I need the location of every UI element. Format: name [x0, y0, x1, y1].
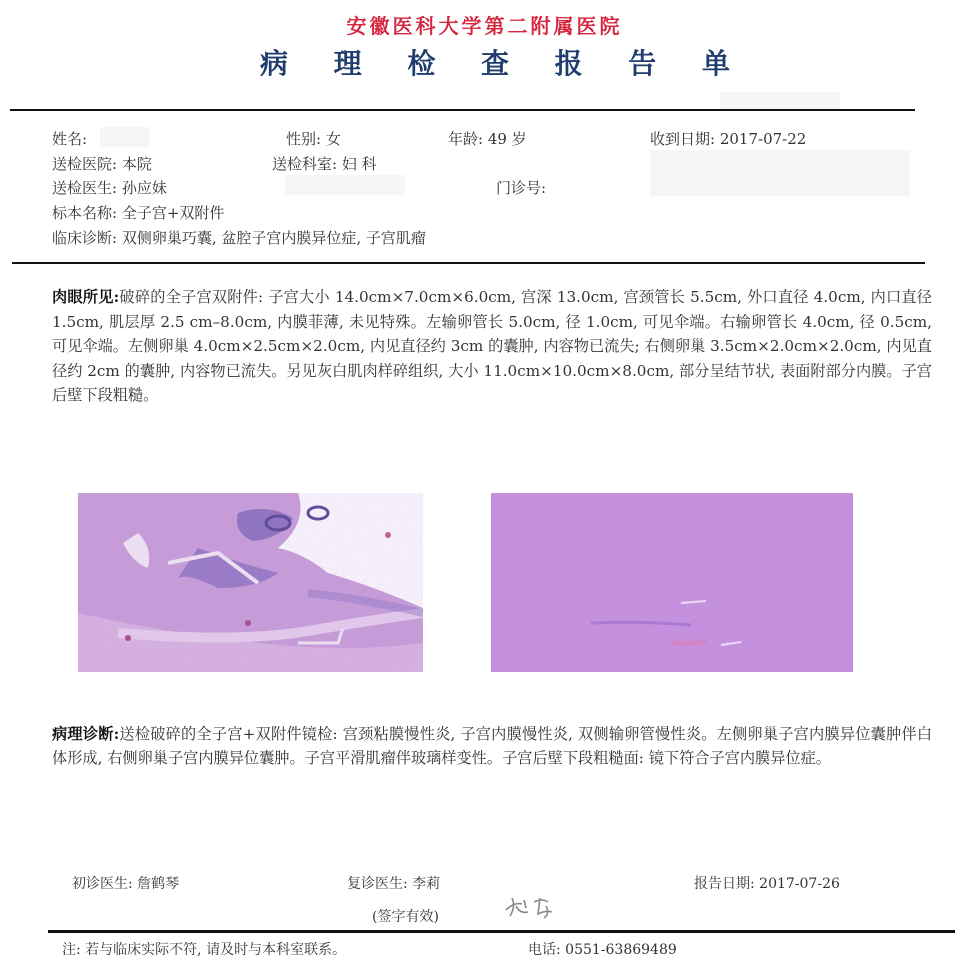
gross-findings [52, 285, 932, 408]
pathology-diagnosis-label: 病理诊断: [52, 725, 120, 743]
redacted-field [285, 175, 405, 195]
histology-image-endometriosis [78, 493, 423, 672]
histology-left-svg [78, 493, 423, 672]
contact-phone: 电话: 0551-63869489 [528, 942, 677, 958]
signature-note: (签字有效) [372, 909, 439, 925]
title-char: 查 [480, 47, 509, 80]
histology-image-leiomyoma [491, 493, 853, 672]
title-char: 单 [701, 47, 730, 80]
title-char: 告 [628, 47, 657, 80]
histology-right-svg [491, 493, 853, 672]
report-title [260, 42, 730, 82]
signature [502, 892, 562, 926]
hospital-name: 安徽医科大学第二附属医院 [346, 14, 623, 38]
gross-findings-label: 肉眼所见: [52, 288, 120, 306]
patient-age: 年龄: 49 岁 [448, 130, 527, 148]
clinical-diagnosis: 临床诊断: 双侧卵巢巧囊, 盆腔子宫内膜异位症, 子宫肌瘤 [52, 229, 426, 247]
footer-note: 注: 若与临床实际不符, 请及时与本科室联系。 [62, 942, 347, 958]
received-date: 收到日期: 2017-07-22 [650, 130, 807, 148]
gross-findings-text: 破碎的全子宫双附件: 子宫大小 14.0cm×7.0cm×6.0cm, 宫深 13.0cm, 宫颈管长 5.5cm, 外口直径 4.0cm, 内口直径 1.5cm, 肌层厚 2.5 cm–8.0cm, 内膜菲薄, 未见特殊。左输卵管长 5.0cm, 径 1.0cm, 可见伞端。右输卵管长 4.0cm, 径 0.5cm, 可见伞端。左侧卵巢 4.0cm×2.5cm×2.0cm, 内见直径约 3cm 的囊肿, 内容物已流失; 右侧卵巢 3.5cm×2.0cm×2.0cm, 内见直径约 2cm 的囊肿, 内容物已流失。另见灰白肌肉样碎组织, 大小 11.0cm×10.0cm×8.0cm, 部分呈结节状, 表面附部分内膜。子宫后壁下段粗糙。 [52, 288, 932, 404]
title-char: 病 [260, 47, 289, 80]
initial-doctor: 初诊医生: 詹鹤琴 [72, 876, 180, 892]
sending-department: 送检科室: 妇 科 [272, 155, 377, 173]
handwritten-signature-icon [502, 892, 562, 922]
title-char: 检 [407, 47, 436, 80]
sending-doctor: 送检医生: 孙应妹 [52, 179, 167, 197]
redacted-field [720, 92, 840, 110]
divider-bottom [48, 930, 955, 933]
patient-name-label: 姓名: [52, 130, 88, 148]
title-char: 报 [554, 47, 583, 80]
report-date: 报告日期: 2017-07-26 [694, 876, 840, 892]
redacted-field [650, 150, 910, 196]
pathology-diagnosis-text: 送检破碎的全子宫+双附件镜检: 宫颈粘膜慢性炎, 子宫内膜慢性炎, 双侧输卵管慢性炎。左侧卵巢子宫内膜异位囊肿伴白体形成, 右侧卵巢子宫内膜异位囊肿。子宫平滑肌瘤伴玻璃样变性。子宫后壁下段粗糙面: 镜下符合子宫内膜异位症。 [52, 725, 933, 767]
patient-gender: 性别: 女 [286, 130, 341, 148]
redacted-name [100, 127, 150, 147]
review-doctor: 复诊医生: 李莉 [347, 876, 441, 892]
divider-top [10, 109, 915, 111]
sending-hospital: 送检医院: 本院 [52, 155, 152, 173]
divider-middle [12, 262, 925, 264]
specimen-name: 标本名称: 全子宫+双附件 [52, 204, 225, 222]
outpatient-number: 门诊号: [496, 179, 547, 197]
pathology-diagnosis [52, 722, 932, 770]
title-char: 理 [333, 47, 362, 80]
